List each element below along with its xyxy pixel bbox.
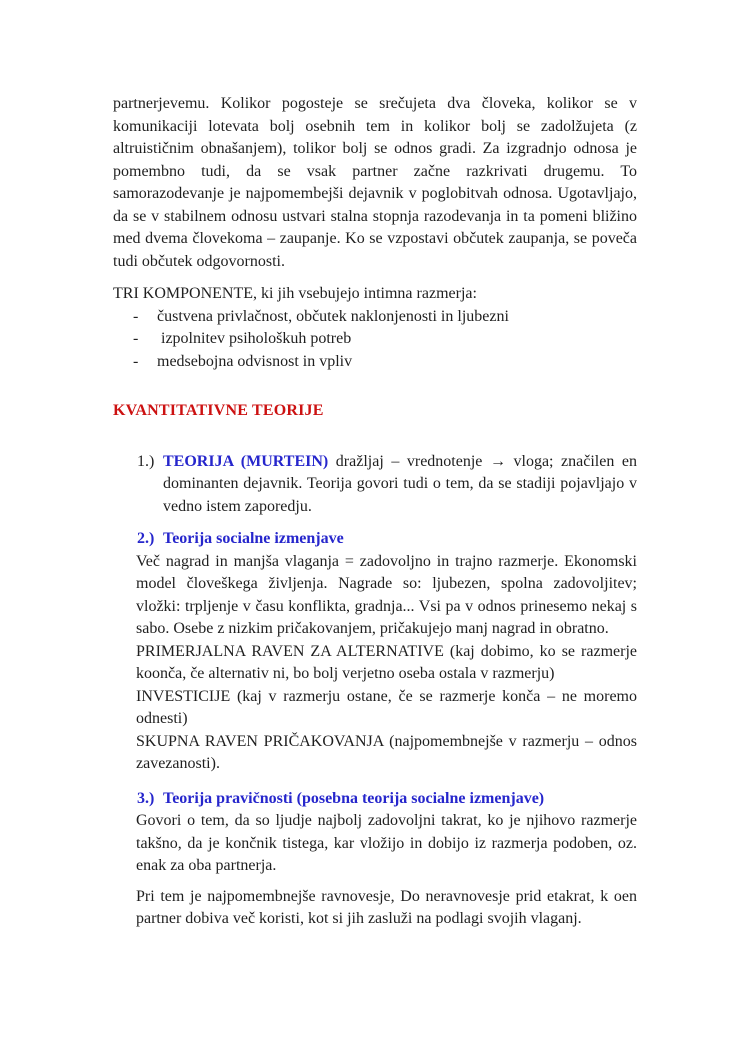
dash-bullet: - bbox=[133, 352, 139, 370]
list-item bbox=[113, 328, 637, 351]
theory-paragraph: PRIMERJALNA RAVEN ZA ALTERNATIVE (kaj dobimo, ko se razmerje koonča, če alternativ ni, bo bolj verjetno oseba ostala v razmerju) bbox=[136, 642, 637, 682]
theory-number: 1.) bbox=[137, 452, 155, 470]
theory-paragraph: SKUPNA RAVEN PRIČAKOVANJA (najpomembnejše v razmerju – odnos zavezanosti). bbox=[136, 732, 637, 772]
components-title: TRI KOMPONENTE, ki jih vsebujejo intimna razmerja: bbox=[113, 285, 477, 302]
theory-item-3 bbox=[113, 788, 637, 878]
components-list bbox=[113, 306, 637, 374]
list-item-text: čustvena privlačnost, občutek naklonjenosti in ljubezni bbox=[157, 307, 509, 325]
theory-heading bbox=[113, 788, 637, 811]
list-item-text: medsebojna odvisnost in vpliv bbox=[157, 352, 353, 370]
intro-paragraph: partnerjevemu. Kolikor pogosteje se srečujeta dva človeka, kolikor se v komunikaciji lotevata bolj osebnih tem in kolikor bolj se zadolžujeta (z altruističnim obnašanjem), tolikor bolj se odnos gradi. Za izgradnjo odnosa je pomembno tudi, da se vsak partner začne razkrivati drugemu. To samorazodevanje je najpomembejši dejavnik v poglobitvah odnosa. Ugotavljajo, da se v stabilnem odnosu ustvari stalna stopnja razodevanja in ta pomeni bližino med dvema človekoma – zaupanje. Ko se vzpostavi občutek zaupanja, se poveča tudi občutek odgovornosti. bbox=[113, 95, 637, 270]
closing-paragraph: Pri tem je najpomembnejše ravnovesje, Do neravnovesje prid etakrat, k oen partner dobiva več koristi, kot si jih zasluži na podlagi svojih vlaganj. bbox=[136, 887, 637, 927]
theory-text: dražljaj – vrednotenje → vloga; značilen en dominanten dejavnik. Teorija govori tudi o tem, da se stadiji pojavljajo v vedno istem zaporedju. bbox=[163, 452, 637, 515]
theory-number: 3.) bbox=[137, 789, 155, 807]
theory-number: 2.) bbox=[137, 530, 155, 547]
theory-item-1 bbox=[113, 451, 637, 519]
theory-paragraph: INVESTICIJE (kaj v razmerju ostane, če se razmerje konča – ne moremo odnesti) bbox=[136, 687, 637, 727]
dash-bullet: - bbox=[133, 330, 139, 347]
theory-item-2 bbox=[113, 528, 637, 776]
list-item bbox=[113, 306, 637, 329]
theory-title: Teorija pravičnosti (posebna teorija socialne izmenjave) bbox=[163, 789, 545, 807]
theory-paragraph: Govori o tem, da so ljudje najbolj zadovoljni takrat, ko je njihovo razmerje takšno, da je končnik tistega, kar vložijo in dobijo iz razmerja podoben, oz. enak za oba partnerja. bbox=[136, 812, 637, 874]
theory-title: Teorija socialne izmenjave bbox=[163, 530, 344, 547]
section-heading: KVANTITATIVNE TEORIJE bbox=[113, 402, 324, 419]
theory-title: TEORIJA (MURTEIN) bbox=[163, 452, 329, 470]
list-item bbox=[113, 351, 637, 374]
theory-paragraph: Več nagrad in manjša vlaganja = zadovoljno in trajno razmerje. Ekonomski model človeškega življenja. Nagrade so: ljubezen, spolna zadovoljitev; vložki: trpljenje v času konflikta, gradnja... Vsi pa v odnos prinesemo nekaj s sabo. Osebe z nizkim pričakovanjem, pričakujejo manj nagrad in obratno. bbox=[136, 552, 637, 637]
list-item-text: izpolnitev psihološkuh potreb bbox=[157, 330, 352, 347]
dash-bullet: - bbox=[133, 307, 139, 325]
theory-heading bbox=[113, 528, 637, 551]
theory-body bbox=[163, 451, 637, 519]
